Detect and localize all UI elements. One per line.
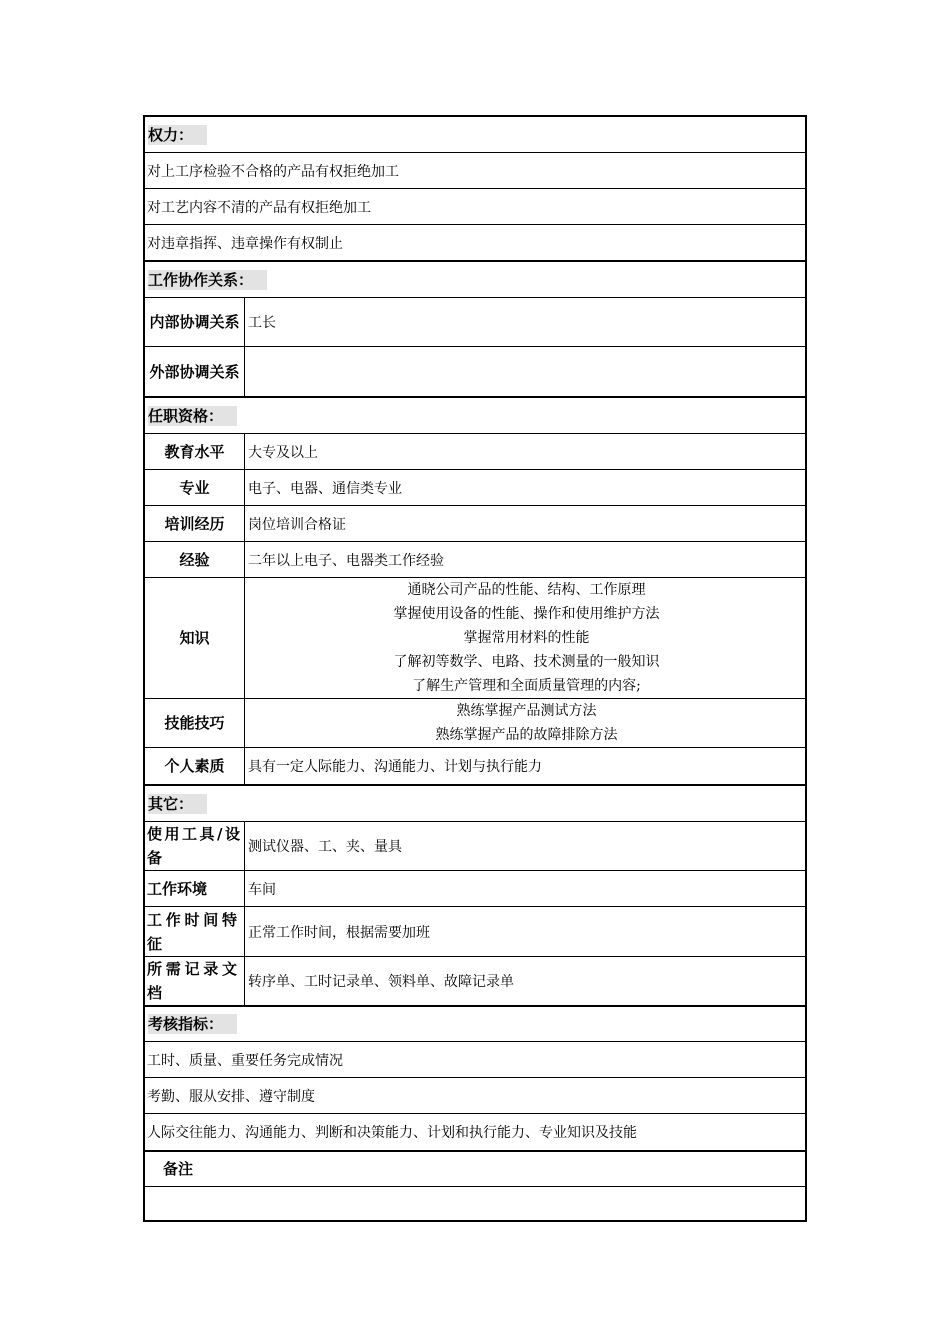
internal-coordination-row [145,297,805,346]
personal-quality-row [145,747,805,784]
skill-line: 熟练掌握产品测试方法 [456,703,597,719]
section-header-powers [145,117,805,152]
field-value: 二年以上电子、电器类工作经验 [248,552,444,569]
field-value: 车间 [248,881,276,898]
field-value: 转序单、工时记录单、领料单、故障记录单 [248,974,514,990]
field-value: 具有一定人际能力、沟通能力、计划与执行能力 [248,759,542,775]
field-label: 工作时间特征 [145,907,245,956]
field-value [246,347,805,396]
section-header-assessment [145,1005,805,1041]
section-title: 工作协作关系： [148,270,267,290]
power-item: 对上工序检验不合格的产品有权拒绝加工 [145,152,805,188]
field-value [246,578,805,698]
field-label: 技能技巧 [145,699,245,747]
section-title: 任职资格： [148,406,237,426]
section-header-remarks [145,1150,805,1186]
knowledge-line: 掌握使用设备的性能、操作和使用维护方法 [393,606,660,622]
records-row [145,956,805,1005]
major-row [145,469,805,505]
field-label: 经验 [145,542,245,577]
field-label: 内部协调关系 [145,298,245,346]
field-label: 培训经历 [145,506,245,541]
field-value: 测试仪器、工、夹、量具 [248,839,402,855]
external-coordination-row [145,346,805,396]
assessment-item: 人际交往能力、沟通能力、判断和决策能力、计划和执行能力、专业知识及技能 [145,1113,805,1150]
field-label: 个人素质 [145,748,245,784]
field-value: 岗位培训合格证 [248,516,346,533]
knowledge-line: 了解初等数学、电路、技术测量的一般知识 [393,654,660,670]
work-hours-row [145,906,805,956]
education-row [145,433,805,469]
environment-row [145,870,805,906]
section-title: 备注 [163,1160,194,1178]
power-item: 对工艺内容不清的产品有权拒绝加工 [145,188,805,224]
assessment-item: 工时、质量、重要任务完成情况 [145,1041,805,1077]
knowledge-row [145,577,805,698]
remarks-value [145,1186,805,1220]
skills-row [145,698,805,747]
field-label: 外部协调关系 [145,347,245,396]
assessment-item: 考勤、服从安排、遵守制度 [145,1077,805,1113]
field-value: 正常工作时间，根据需要加班 [248,924,430,941]
experience-row [145,541,805,577]
section-title: 权力： [148,125,207,145]
field-label: 教育水平 [145,434,245,469]
field-label: 使用工具/设备 [145,822,245,870]
field-label: 知识 [145,578,245,698]
knowledge-line: 掌握常用材料的性能 [463,630,590,646]
field-label: 所需记录文档 [145,957,245,1005]
section-header-qualifications [145,396,805,433]
section-header-other [145,784,805,821]
knowledge-line: 了解生产管理和全面质量管理的内容; [412,678,641,694]
field-value: 大专及以上 [248,444,318,461]
training-row [145,505,805,541]
field-value: 电子、电器、通信类专业 [248,480,402,497]
section-title: 其它： [148,794,207,814]
section-header-cooperation [145,260,805,297]
field-value: 工长 [248,315,276,331]
field-value [246,699,805,747]
knowledge-line: 通晓公司产品的性能、结构、工作原理 [407,582,646,598]
skill-line: 熟练掌握产品的故障排除方法 [435,727,618,743]
field-label: 专业 [145,470,245,505]
section-title: 考核指标： [148,1014,237,1034]
field-label: 工作环境 [145,871,245,906]
tools-row [145,821,805,870]
power-item: 对违章指挥、违章操作有权制止 [145,224,805,260]
job-description-table [143,115,807,1222]
